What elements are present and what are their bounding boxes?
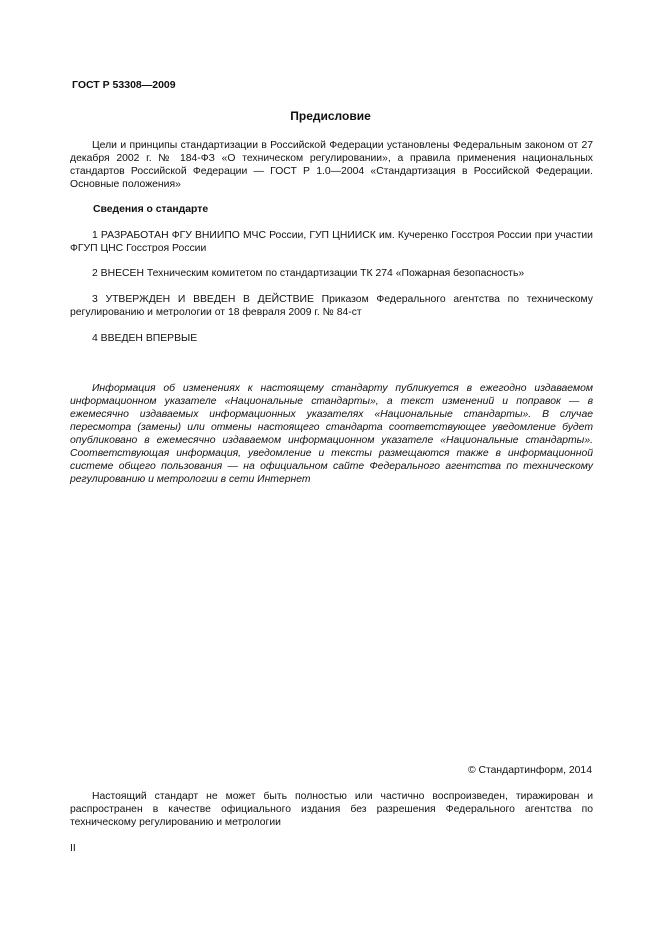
changes-info-paragraph: Информация об изменениях к настоящему стандарту публикуется в ежегодно издаваемом информационном указателе «Национальные стандарты», а текст изменений и поправок — в ежемесячно издаваемых информационных указателях «Национальные стандарты». В случае пересмотра (замены) или отмены настоящего стандарта соответствующее уведомление будет опубликовано в ежемесячно издаваемом информационном указателе «Национальные стандарты». Соответствующая информация, уведомление и тексты размещаются также в информационной системе общего пользования — на официальном сайте Федерального агентства по техническому регулированию и метрологии в сети Интернет bbox=[70, 383, 593, 485]
info-heading: Сведения о стандарте bbox=[93, 204, 209, 215]
page-number: II bbox=[70, 843, 76, 854]
info-item-4: 4 ВВЕДЕН ВПЕРВЫЕ bbox=[92, 333, 198, 344]
standard-number: ГОСТ Р 53308—2009 bbox=[72, 79, 176, 91]
info-item-1: 1 РАЗРАБОТАН ФГУ ВНИИПО МЧС России, ГУП ЦНИИСК им. Кучеренко Госстроя России при участии ФГУП ЦНС Госстроя России bbox=[70, 230, 593, 254]
copyright: © Стандартинформ, 2014 bbox=[467, 765, 592, 776]
intro-paragraph: Цели и принципы стандартизации в Российской Федерации установлены Федеральным законом от 27 декабря 2002 г. № 184-ФЗ «О техническом регулировании», а правила применения национальных стандартов Российской Федерации — ГОСТ Р 1.0—2004 «Стандартизация в Российской Федерации. Основные положения» bbox=[70, 140, 593, 190]
info-item-2: 2 ВНЕСЕН Техническим комитетом по стандартизации ТК 274 «Пожарная безопасность» bbox=[92, 268, 525, 279]
page-title: Предисловие bbox=[290, 109, 371, 123]
info-item-3: 3 УТВЕРЖДЕН И ВВЕДЕН В ДЕЙСТВИЕ Приказом Федерального агентства по техническому регулированию и метрологии от 18 февраля 2009 г. № 84-ст bbox=[70, 294, 593, 318]
legal-notice: Настоящий стандарт не может быть полностью или частично воспроизведен, тиражирован и распространен в качестве официального издания без разрешения Федерального агентства по техническому регулированию и метрологии bbox=[70, 791, 593, 828]
